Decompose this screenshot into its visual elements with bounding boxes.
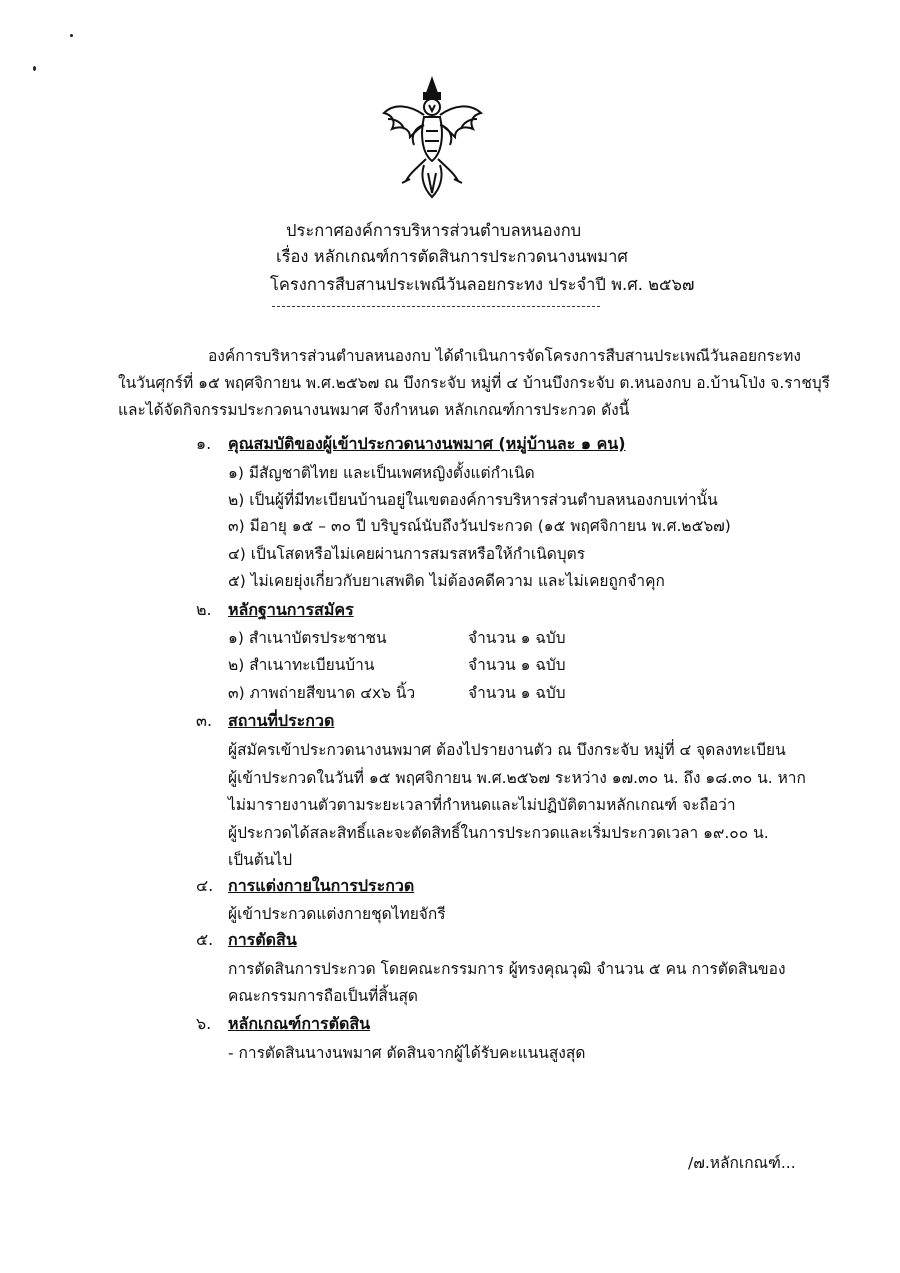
intro-line: ในวันศุกร์ที่ ๑๕ พฤศจิกายน พ.ศ.๒๕๖๗ ณ บึงกระจับ หมู่ที่ ๔ บ้านบึงกระจับ ต.หนองกบ อ.บ้านโป่ง จ.ราชบุรี bbox=[118, 374, 831, 392]
paragraph-line: ผู้สมัครเข้าประกวดนางนพมาศ ต้องไปรายงานตัว ณ บึงกระจับ หมู่ที่ ๔ จุดลงทะเบียน bbox=[228, 741, 786, 759]
section-title: การแต่งกายในการประกวด bbox=[228, 876, 415, 895]
garuda-emblem-icon bbox=[380, 75, 485, 200]
section-title: คุณสมบัติของผู้เข้าประกวดนางนพมาศ (หมู่บ้านละ ๑ คน) bbox=[228, 434, 626, 453]
list-item: ๑) มีสัญชาติไทย และเป็นเพศหญิงตั้งแต่กำเนิด bbox=[228, 464, 535, 482]
section-number: ๖. bbox=[196, 1014, 212, 1033]
section-title: หลักเกณฑ์การตัดสิน bbox=[228, 1014, 371, 1033]
paragraph-line: การตัดสินการประกวด โดยคณะกรรมการ ผู้ทรงคุณวุฒิ จำนวน ๕ คน การตัดสินของ bbox=[228, 960, 786, 978]
intro-line: องค์การบริหารส่วนตำบลหนองกบ ได้ดำเนินการจัดโครงการสืบสานประเพณีวันลอยกระทง bbox=[208, 347, 801, 365]
paragraph-line: เป็นต้นไป bbox=[228, 851, 293, 869]
paragraph-line: ผู้เข้าประกวดแต่งกายชุดไทยจักรี bbox=[228, 905, 446, 923]
document-item: ๑) สำเนาบัตรประชาชน bbox=[228, 629, 387, 647]
announcement-project: โครงการสืบสานประเพณีวันลอยกระทง ประจำปี พ.ศ. ๒๕๖๗ bbox=[270, 275, 695, 294]
paragraph-line: ผู้ประกวดได้สละสิทธิ์และจะตัดสิทธิ์ในการประกวดและเริ่มประกวดเวลา ๑๙.๐๐ น. bbox=[228, 824, 769, 842]
section-number: ๑. bbox=[196, 434, 212, 453]
paragraph-line: คณะกรรมการถือเป็นที่สิ้นสุด bbox=[228, 987, 418, 1005]
section-number: ๕. bbox=[196, 930, 214, 949]
section-title: การตัดสิน bbox=[228, 930, 297, 949]
announcement-subject: เรื่อง หลักเกณฑ์การตัดสินการประกวดนางนพมาศ bbox=[276, 247, 628, 266]
scan-speck bbox=[70, 34, 73, 37]
list-item: ๕) ไม่เคยยุ่งเกี่ยวกับยาเสพติด ไม่ต้องคดีความ และไม่เคยถูกจำคุก bbox=[228, 572, 665, 590]
intro-line: และได้จัดกิจกรรมประกวดนางนพมาศ จึงกำหนด หลักเกณฑ์การประกวด ดังนี้ bbox=[118, 401, 630, 419]
section-title: สถานที่ประกวด bbox=[228, 711, 335, 730]
document-quantity: จำนวน ๑ ฉบับ bbox=[468, 656, 566, 674]
section-number: ๔. bbox=[196, 876, 214, 895]
list-item: ๒) เป็นผู้ที่มีทะเบียนบ้านอยู่ในเขตองค์การบริหารส่วนตำบลหนองกบเท่านั้น bbox=[228, 491, 718, 509]
scan-speck bbox=[33, 66, 36, 71]
section-number: ๓. bbox=[196, 711, 213, 730]
announcement-issuer: ประกาศองค์การบริหารส่วนตำบลหนองกบ bbox=[286, 221, 582, 240]
header-divider bbox=[272, 306, 600, 307]
section-title: หลักฐานการสมัคร bbox=[228, 600, 354, 619]
paragraph-line: - การตัดสินนางนพมาศ ตัดสินจากผู้ได้รับคะแนนสูงสุด bbox=[228, 1044, 586, 1062]
document-quantity: จำนวน ๑ ฉบับ bbox=[468, 684, 566, 702]
list-item: ๔) เป็นโสดหรือไม่เคยผ่านการสมรสหรือให้กำเนิดบุตร bbox=[228, 545, 586, 563]
document-item: ๓) ภาพถ่ายสีขนาด ๔x๖ นิ้ว bbox=[228, 684, 416, 702]
list-item: ๓) มีอายุ ๑๕ – ๓๐ ปี บริบูรณ์นับถึงวันประกวด (๑๕ พฤศจิกายน พ.ศ.๒๕๖๗) bbox=[228, 517, 731, 535]
document-item: ๒) สำเนาทะเบียนบ้าน bbox=[228, 656, 375, 674]
paragraph-line: ไม่มารายงานตัวตามระยะเวลาที่กำหนดและไม่ปฏิบัติตามหลักเกณฑ์ จะถือว่า bbox=[228, 796, 736, 814]
continuation-note: /๗.หลักเกณฑ์... bbox=[688, 1154, 796, 1172]
section-number: ๒. bbox=[196, 600, 212, 619]
paragraph-line: ผู้เข้าประกวดในวันที่ ๑๕ พฤศจิกายน พ.ศ.๒๕๖๗ ระหว่าง ๑๗.๓๐ น. ถึง ๑๘.๓๐ น. หาก bbox=[228, 769, 806, 787]
document-quantity: จำนวน ๑ ฉบับ bbox=[468, 629, 566, 647]
